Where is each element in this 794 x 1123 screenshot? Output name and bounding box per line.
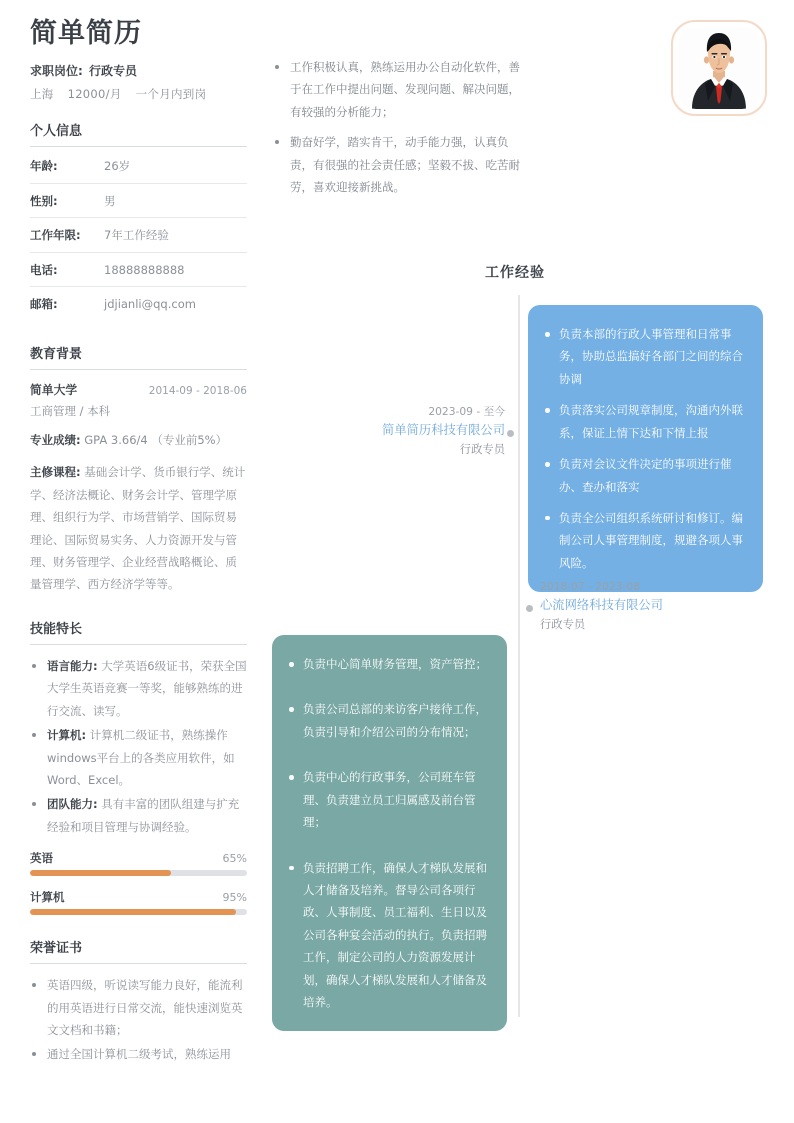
- experience-date: 2023-09 - 至今: [428, 405, 505, 418]
- skill-bar-track: [30, 870, 247, 876]
- skill-bar-percent: 65%: [222, 852, 247, 866]
- timeline-line: [518, 295, 520, 1017]
- skill-bar-name: 英语: [30, 851, 53, 866]
- section-title-honors: 荣誉证书: [30, 941, 83, 957]
- info-row: [30, 287, 247, 321]
- section-title-personal-info: 个人信息: [30, 124, 83, 140]
- divider: [30, 369, 247, 370]
- summary-list: [272, 56, 527, 199]
- section-honors: [30, 937, 247, 1066]
- education-courses-label: 主修课程:: [30, 465, 81, 480]
- education-gpa-value: GPA 3.66/4 （专业前5%）: [84, 432, 228, 447]
- list-item: 负责全公司组织系统研讨和修订。编制公司人事管理制度，规避各项人事风险。: [541, 507, 747, 574]
- info-row: [30, 184, 247, 219]
- info-row: [30, 149, 247, 184]
- section-title-education: 教育背景: [30, 346, 83, 362]
- experience-company: 心流网络科技有限公司: [540, 598, 663, 613]
- info-label: 电话:: [30, 262, 58, 277]
- info-label: 邮箱:: [30, 297, 58, 312]
- section-education: [30, 343, 247, 596]
- experience-duty-list: [541, 323, 747, 574]
- experience-date: 2018-07 - 2023-08: [540, 580, 640, 593]
- job-target-label: 求职岗位:: [30, 64, 83, 79]
- list-item: 英语四级，听说读写能力良好，能流利的用英语进行日常交流，能快速浏览英文文档和书籍；: [30, 974, 247, 1041]
- skill-bar-fill: [30, 870, 171, 876]
- skill-label: 语言能力:: [47, 658, 98, 673]
- info-value: 26岁: [104, 159, 131, 174]
- skill-bar-percent: 95%: [222, 891, 247, 905]
- info-row: [30, 253, 247, 288]
- education-courses-value: 基础会计学、货币银行学、统计学、经济法概论、财务会计学、管理学原理、组织行为学、市场营销学、国际贸易理论、国际贸易实务、人力资源开发与管理、财务管理学、企业经营战略概论、质量管理学、西方经济学等等。: [30, 465, 246, 592]
- education-courses: [30, 461, 247, 596]
- experience-entry-meta: [540, 578, 760, 634]
- info-value: 18888888888: [104, 262, 185, 277]
- meta-city: 上海: [30, 87, 54, 102]
- list-item: 通过全国计算机二级考试，熟练运用: [30, 1043, 247, 1065]
- honors-list: [30, 974, 247, 1066]
- info-label: 性别:: [30, 193, 58, 208]
- info-value: 男: [104, 193, 116, 208]
- job-meta: [30, 86, 247, 102]
- page-title: 简单简历: [30, 18, 142, 49]
- info-row: [30, 218, 247, 253]
- list-item: 负责本部的行政人事管理和日常事务，协助总监搞好各部门之间的综合协调: [541, 323, 747, 390]
- experience-card-blue: [528, 305, 763, 592]
- list-item: [30, 793, 247, 838]
- section-title-skills: 技能特长: [30, 621, 83, 637]
- info-value: jdjianli@qq.com: [104, 297, 196, 312]
- list-item: 负责落实公司规章制度，沟通内外联系，保证上情下达和下情上报: [541, 399, 747, 444]
- skill-bar-header: [30, 850, 247, 866]
- experience-company: 简单简历科技有限公司: [382, 423, 505, 438]
- skill-label: 团队能力:: [47, 797, 98, 812]
- experience-role: 行政专员: [540, 618, 586, 632]
- skill-text: 大学英语6级证书，荣获全国大学生英语竞赛一等奖，能够熟练的进行交流、读写。: [47, 658, 247, 718]
- experience-card-teal: [272, 635, 507, 1031]
- timeline-dot-icon: [524, 603, 535, 614]
- list-item: 负责招聘工作，确保人才梯队发展和人才储备及培养。督导公司各项行政、人事制度、员工福利、生日以及公司各种宴会活动的执行。负责招聘工作，制定公司的人力资源发展计划，确保人才梯队发展和人才储备及培养。: [285, 857, 491, 1014]
- education-gpa: [30, 429, 247, 451]
- list-item: 负责对会议文件决定的事项进行催办、查办和落实: [541, 453, 747, 498]
- meta-availability: 一个月内到岗: [135, 87, 207, 102]
- experience-role: 行政专员: [459, 443, 505, 457]
- avatar-illustration: [678, 27, 760, 109]
- summary-block: [272, 56, 527, 207]
- education-header: [30, 381, 247, 398]
- info-label: 年龄:: [30, 159, 58, 174]
- education-date: 2014-09 - 2018-06: [148, 384, 247, 397]
- list-item: [30, 724, 247, 791]
- timeline-dot-icon: [505, 428, 516, 439]
- divider: [30, 146, 247, 147]
- list-item: 负责公司总部的来访客户接待工作，负责引导和介绍公司的分布情况；: [285, 698, 491, 743]
- section-skills: [30, 618, 247, 915]
- info-label: 工作年限:: [30, 228, 81, 243]
- list-item: 负责中心简单财务管理，资产管控；: [285, 653, 491, 675]
- section-title-experience: 工作经验: [485, 265, 545, 281]
- skill-bar-name: 计算机: [30, 890, 65, 905]
- skill-bars: [30, 850, 247, 915]
- divider: [30, 644, 247, 645]
- experience-entry-meta: [300, 403, 505, 459]
- avatar-image: [678, 27, 760, 109]
- divider: [30, 963, 247, 964]
- section-personal-info: [30, 120, 247, 321]
- list-item: 工作积极认真，熟练运用办公自动化软件，善于在工作中提出问题、发现问题、解决问题，有较强的分析能力；: [272, 56, 527, 123]
- info-value: 7年工作经验: [104, 228, 169, 243]
- avatar: [671, 20, 767, 116]
- list-item: [30, 655, 247, 722]
- job-target: [30, 62, 247, 79]
- skill-text: 计算机二级证书，熟练操作windows平台上的各类应用软件，如Word、Excel。: [47, 728, 235, 787]
- skill-bar-fill: [30, 909, 236, 915]
- education-gpa-label: 专业成绩:: [30, 432, 81, 447]
- skill-bar-track: [30, 909, 247, 915]
- education-major: 工商管理 / 本科: [30, 403, 111, 418]
- meta-salary: 12000/月: [67, 87, 122, 102]
- skill-label: 计算机:: [47, 728, 87, 743]
- skill-bar-header: [30, 889, 247, 905]
- job-target-value: 行政专员: [89, 64, 138, 79]
- list-item: 负责中心的行政事务，公司班车管理、负责建立员工归属感及前台管理；: [285, 766, 491, 833]
- skills-list: [30, 655, 247, 838]
- list-item: 勤奋好学，踏实肯干，动手能力强，认真负责，有很强的社会责任感；坚毅不拔、吃苦耐劳，喜欢迎接新挑战。: [272, 131, 527, 198]
- skill-text: 具有丰富的团队组建与扩充经验和项目管理与协调经验。: [47, 797, 240, 834]
- sidebar: [30, 18, 247, 1088]
- education-school: 简单大学: [30, 382, 78, 397]
- experience-duty-list: [285, 653, 491, 1013]
